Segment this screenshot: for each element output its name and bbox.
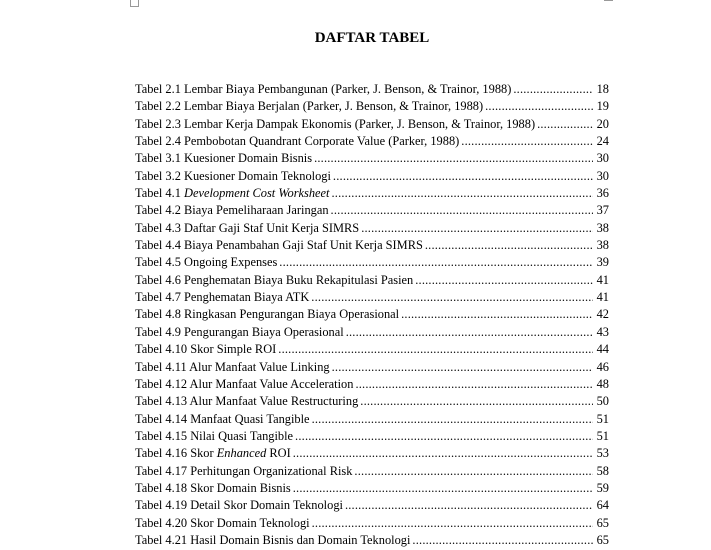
toc-entry[interactable] <box>135 221 609 238</box>
toc-entry-label <box>135 203 329 218</box>
toc-page-number: 48 <box>596 376 609 391</box>
toc-entry-prefix: Tabel 2.4 <box>135 134 185 149</box>
toc-entry-prefix: Tabel 4.6 <box>135 272 185 287</box>
toc-entry[interactable] <box>135 238 609 255</box>
toc-entry-text: Skor <box>190 446 217 461</box>
toc-entry-text: Kuesioner Domain Bisnis <box>184 151 313 166</box>
toc-entry-text: Ongoing Expenses <box>184 255 278 270</box>
toc-entry[interactable] <box>135 117 609 134</box>
toc-page-number: 30 <box>596 168 609 183</box>
toc-entry-text: Ringkasan Pengurangan Biaya Operasional <box>184 307 400 322</box>
toc-dot-leader <box>333 169 593 184</box>
toc-page-number: 37 <box>596 203 609 218</box>
toc-dot-leader <box>332 360 593 375</box>
toc-entry-label <box>135 134 459 149</box>
toc-entry-prefix: Tabel 4.20 <box>135 515 191 530</box>
toc-page-number: 64 <box>596 498 609 513</box>
toc-entry-label <box>135 516 310 531</box>
toc-dot-leader <box>513 82 593 97</box>
toc-entry[interactable] <box>135 481 609 498</box>
toc-entry-text: Perhitungan Organizational Risk <box>190 463 353 478</box>
toc-dot-leader <box>360 394 593 409</box>
toc-entry-prefix: Tabel 3.2 <box>135 168 185 183</box>
toc-entry-label <box>135 221 359 236</box>
toc-entry[interactable] <box>135 203 609 220</box>
toc-entry[interactable] <box>135 377 609 394</box>
toc-entry-text: Skor Domain Teknologi <box>190 515 310 530</box>
toc-entry-text: Biaya Penambahan Gaji Staf Unit Kerja SIMRS <box>184 238 423 253</box>
toc-dot-leader <box>278 342 593 357</box>
toc-entry-text: Alur Manfaat Value Acceleration <box>189 376 354 391</box>
toc-dot-leader <box>346 325 593 340</box>
toc-entry-text: Penghematan Biaya Buku Rekapitulasi Pasien <box>184 272 414 287</box>
toc-entry[interactable] <box>135 307 609 324</box>
toc-entry-label <box>135 498 343 513</box>
toc-page-number: 65 <box>596 515 609 530</box>
toc-entry-italic: Enhanced <box>216 446 267 461</box>
toc-page-number: 53 <box>596 446 609 461</box>
toc-entry-prefix: Tabel 4.17 <box>135 463 191 478</box>
toc-dot-leader <box>461 134 593 149</box>
toc-dot-leader <box>293 446 593 461</box>
toc-entry-italic: Development Cost Worksheet <box>184 186 330 201</box>
toc-entry-prefix: Tabel 4.12 <box>135 376 190 391</box>
toc-page-number: 38 <box>596 238 609 253</box>
toc-entry-label <box>135 255 277 270</box>
toc-entry[interactable] <box>135 498 609 515</box>
toc-entry-label <box>135 307 399 322</box>
toc-dot-leader <box>312 516 593 531</box>
toc-dot-leader <box>425 238 593 253</box>
toc-dot-leader <box>312 412 593 427</box>
toc-entry-text: Lembar Biaya Berjalan (Parker, J. Benson, & Trainor, 1988) <box>184 99 484 114</box>
toc-dot-leader <box>331 186 593 201</box>
toc-entry[interactable] <box>135 169 609 186</box>
toc-entry-text: Alur Manfaat Value Linking <box>189 359 330 374</box>
toc-dot-leader <box>295 429 593 444</box>
toc-entry[interactable] <box>135 273 609 290</box>
page-title: DAFTAR TABEL <box>314 30 430 46</box>
toc-entry[interactable] <box>135 516 609 533</box>
toc-entry-label <box>135 325 344 340</box>
toc-page-number: 38 <box>596 220 609 235</box>
toc-entry-prefix: Tabel 4.5 <box>135 255 185 270</box>
toc-entry[interactable] <box>135 290 609 307</box>
toc-entry[interactable] <box>135 99 609 116</box>
toc-page-number: 41 <box>596 290 609 305</box>
toc-entry-label <box>135 117 535 132</box>
toc-entry-text: Lembar Kerja Dampak Ekonomis (Parker, J. Benson, & Trainor, 1988) <box>184 116 536 131</box>
toc-entry-label <box>135 99 483 114</box>
toc-entry-prefix: Tabel 4.9 <box>135 324 185 339</box>
toc-dot-leader <box>354 464 593 479</box>
toc-entry-text: Pembobotan Quandrant Corporate Value (Parker, 1988) <box>184 134 460 149</box>
toc-entry-prefix: Tabel 4.10 <box>135 342 191 357</box>
toc-entry-prefix: Tabel 4.15 <box>135 428 191 443</box>
toc-dot-leader <box>401 307 593 322</box>
toc-entry-text: Skor Simple ROI <box>190 342 277 357</box>
toc-entry-label <box>135 238 423 253</box>
toc-dot-leader <box>331 203 593 218</box>
toc-dot-leader <box>355 377 593 392</box>
toc-page-number: 44 <box>596 342 609 357</box>
toc-entry-prefix: Tabel 4.21 <box>135 532 191 547</box>
toc-entry[interactable] <box>135 186 609 203</box>
toc-entry-label <box>135 151 312 166</box>
toc-entry[interactable] <box>135 342 609 359</box>
toc-entry-prefix: Tabel 4.2 <box>135 203 185 218</box>
toc-entry[interactable] <box>135 360 609 377</box>
toc-page-number: 30 <box>596 151 609 166</box>
toc-dot-leader <box>361 221 593 236</box>
table-of-tables-list <box>135 82 609 550</box>
toc-entry-prefix: Tabel 4.1 <box>135 186 185 201</box>
toc-entry-prefix: Tabel 4.16 <box>135 446 191 461</box>
toc-page-number: 39 <box>596 255 609 270</box>
margin-corner-mark-left <box>130 0 139 7</box>
toc-entry-text: Pengurangan Biaya Operasional <box>184 324 344 339</box>
toc-entry-label <box>135 186 329 201</box>
toc-entry-label <box>135 169 331 184</box>
toc-page-number: 42 <box>596 307 609 322</box>
toc-entry-prefix: Tabel 4.18 <box>135 480 191 495</box>
toc-entry-label <box>135 481 291 496</box>
toc-page-number: 18 <box>596 82 609 96</box>
toc-entry-text: Skor Domain Bisnis <box>190 480 291 495</box>
toc-entry-label <box>135 429 293 444</box>
toc-entry-prefix: Tabel 2.3 <box>135 116 185 131</box>
margin-corner-mark-right <box>604 0 613 1</box>
toc-page-number: 19 <box>596 99 609 114</box>
toc-entry-prefix: Tabel 4.4 <box>135 238 185 253</box>
toc-entry-label <box>135 394 358 409</box>
toc-page-number: 41 <box>596 272 609 287</box>
toc-entry-label <box>135 273 413 288</box>
toc-page-number: 65 <box>596 532 609 547</box>
toc-entry-text: Hasil Domain Bisnis dan Domain Teknologi <box>190 532 411 547</box>
toc-page-number: 20 <box>596 116 609 131</box>
toc-dot-leader <box>485 99 593 114</box>
toc-entry-text: Biaya Pemeliharaan Jaringan <box>184 203 329 218</box>
toc-page-number: 46 <box>596 359 609 374</box>
toc-entry-prefix: Tabel 2.1 <box>135 82 185 96</box>
toc-entry-label <box>135 290 309 305</box>
toc-entry-prefix: Tabel 2.2 <box>135 99 185 114</box>
toc-page-number: 58 <box>596 463 609 478</box>
toc-entry[interactable] <box>135 446 609 463</box>
toc-entry-text: Alur Manfaat Value Restructuring <box>189 394 359 409</box>
toc-entry-prefix: Tabel 4.19 <box>135 498 191 513</box>
toc-entry[interactable] <box>135 394 609 411</box>
toc-entry[interactable] <box>135 82 609 99</box>
toc-page-number: 36 <box>596 186 609 201</box>
toc-page-number: 24 <box>596 134 609 149</box>
toc-page-number: 51 <box>596 428 609 443</box>
toc-page-number: 43 <box>596 324 609 339</box>
toc-entry-prefix: Tabel 3.1 <box>135 151 185 166</box>
toc-entry-text: Lembar Biaya Pembangunan (Parker, J. Benson, & Trainor, 1988) <box>184 82 512 96</box>
toc-dot-leader <box>415 273 593 288</box>
toc-entry-text: Manfaat Quasi Tangible <box>190 411 310 426</box>
toc-entry-label <box>135 464 352 479</box>
toc-entry-label <box>135 412 310 427</box>
toc-entry[interactable] <box>135 134 609 151</box>
toc-entry-prefix: Tabel 4.8 <box>135 307 185 322</box>
toc-entry-prefix: Tabel 4.11 <box>135 359 190 374</box>
toc-page-number: 50 <box>596 394 609 409</box>
toc-entry-prefix: Tabel 4.13 <box>135 394 190 409</box>
toc-dot-leader <box>293 481 593 496</box>
toc-dot-leader <box>537 117 593 132</box>
toc-entry[interactable] <box>135 464 609 481</box>
toc-entry-prefix: Tabel 4.14 <box>135 411 191 426</box>
toc-entry-text: Kuesioner Domain Teknologi <box>184 168 331 183</box>
toc-entry-prefix: Tabel 4.7 <box>135 290 185 305</box>
toc-page-number: 59 <box>596 480 609 495</box>
toc-entry-text: Daftar Gaji Staf Unit Kerja SIMRS <box>184 220 360 235</box>
toc-dot-leader <box>345 498 593 513</box>
toc-dot-leader <box>311 290 593 305</box>
toc-entry-label <box>135 342 276 357</box>
toc-entry[interactable] <box>135 412 609 429</box>
toc-page-number: 51 <box>596 411 609 426</box>
toc-entry-label <box>135 377 353 392</box>
toc-entry-label <box>135 82 511 97</box>
toc-entry-label <box>135 446 291 461</box>
toc-entry-text: Detail Skor Domain Teknologi <box>190 498 343 513</box>
toc-entry[interactable] <box>135 533 609 550</box>
toc-dot-leader <box>314 151 593 166</box>
toc-entry-prefix: Tabel 4.3 <box>135 220 185 235</box>
toc-entry-label <box>135 360 330 375</box>
toc-entry-text: Penghematan Biaya ATK <box>184 290 310 305</box>
toc-dot-leader <box>279 255 593 270</box>
toc-entry[interactable] <box>135 255 609 272</box>
toc-entry-suffix: ROI <box>266 446 291 461</box>
toc-entry[interactable] <box>135 429 609 446</box>
toc-entry-text: Nilai Quasi Tangible <box>190 428 294 443</box>
toc-entry[interactable] <box>135 151 609 168</box>
toc-entry[interactable] <box>135 325 609 342</box>
